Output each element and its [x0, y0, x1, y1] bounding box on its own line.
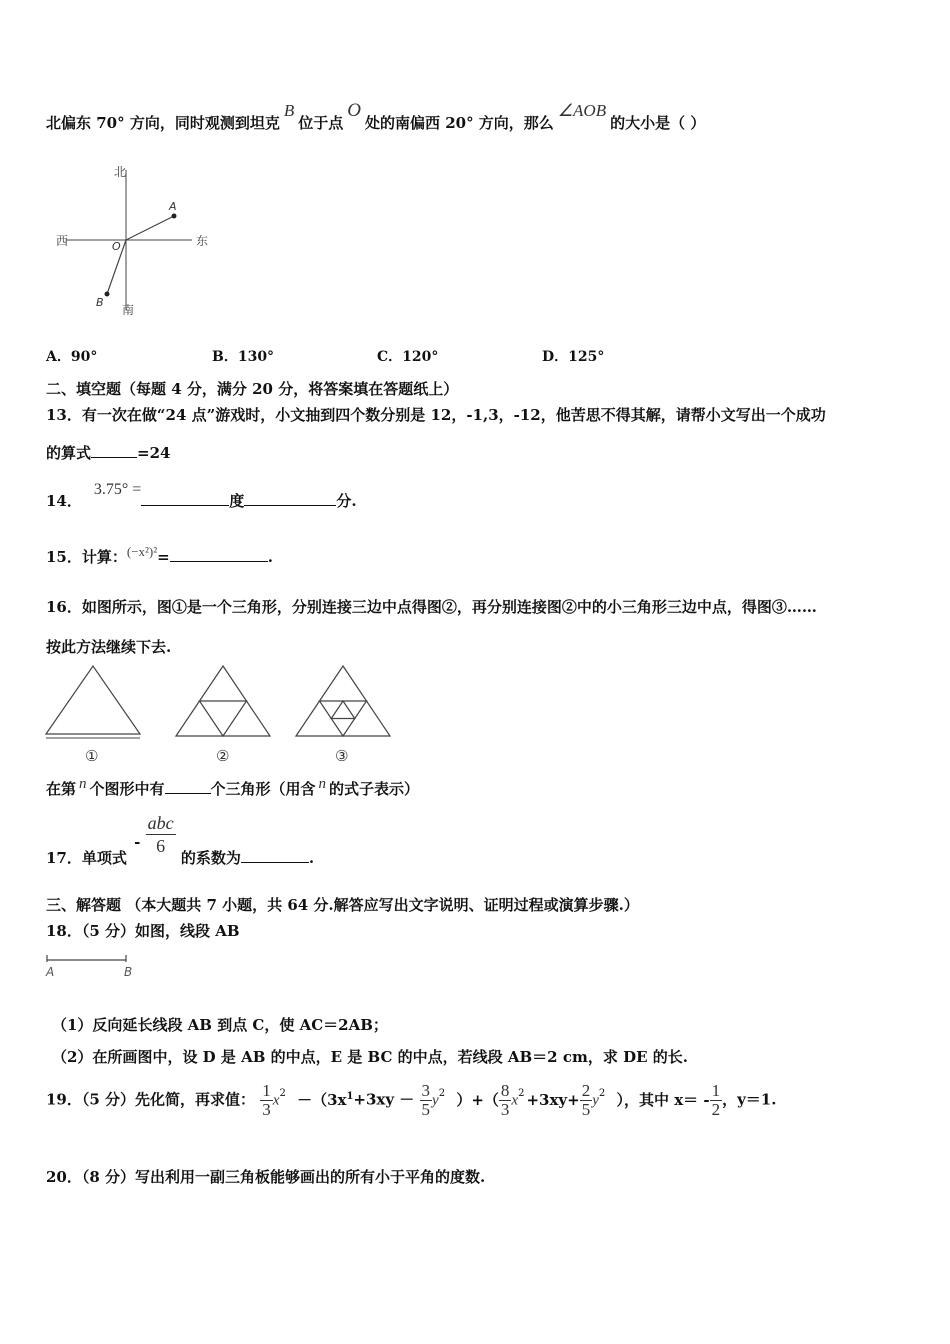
- q16-question: [46, 778, 419, 799]
- q15-prefix: 15．计算：: [46, 548, 127, 566]
- q17-line: [46, 812, 315, 867]
- q20-text: 20．（8 分）写出利用一副三角板能够画出的所有小于平角的度数.: [46, 1168, 486, 1186]
- q19-frac5-den: 2: [711, 1100, 721, 1119]
- label-b: B: [96, 296, 104, 309]
- q16-part2: 个图形中有: [89, 780, 165, 798]
- q15-end: .: [267, 548, 273, 566]
- q18-title: 18．（5 分）如图，线段 AB: [46, 922, 240, 940]
- label-fig-2: ②: [216, 747, 230, 765]
- q19-frac2-den: 5: [421, 1100, 431, 1119]
- label-o: O: [112, 240, 121, 253]
- q19-y2: y: [592, 1092, 599, 1109]
- q19-x2-sq: 2: [518, 1087, 525, 1099]
- section3-title: 三、解答题 （本大题共 7 小题，共 64 分.解答应写出文字说明、证明过程或演算步骤.）: [46, 896, 639, 914]
- q17-fraction: [146, 812, 176, 857]
- q14-blank-deg: [141, 491, 229, 506]
- option-a: A．90°: [46, 349, 98, 365]
- option-d: D．125°: [542, 349, 605, 365]
- q17-minus: -: [134, 832, 141, 851]
- label-fig-1: ①: [85, 747, 99, 765]
- q19-frac3-num: 8: [500, 1081, 510, 1100]
- q12-part3: 处的南偏西 20° 方向，那么: [364, 114, 554, 132]
- q14-blank-min: [244, 491, 336, 506]
- q19-y1: y: [432, 1092, 439, 1109]
- q19-mid3: +3xy+: [526, 1090, 580, 1109]
- q12-part2: 位于点: [298, 114, 344, 132]
- q19-y2-sq: 2: [598, 1087, 606, 1099]
- q19-x1: x: [272, 1092, 280, 1109]
- q19-mid1-exp: 1: [346, 1090, 354, 1102]
- q12-angle: ∠AOB: [557, 101, 607, 120]
- q12-part1: 北偏东 70° 方向，同时观测到坦克: [46, 114, 280, 132]
- q14-deg: 度: [229, 492, 245, 510]
- q19-frac1-den: 3: [262, 1100, 271, 1119]
- q19-line: [46, 1082, 776, 1119]
- label-fig-3: ③: [335, 747, 349, 765]
- q15-expr: (−x²)²: [126, 544, 158, 559]
- label-seg-b: B: [124, 965, 133, 979]
- q17-suffix: 的系数为: [180, 848, 241, 867]
- q19-x1-sq: 2: [279, 1087, 286, 1099]
- q19-mid4: ），其中 x＝ -: [616, 1090, 710, 1109]
- point-a-dot: [172, 214, 177, 219]
- compass-figure: [50, 160, 220, 320]
- label-seg-a: A: [46, 965, 55, 979]
- q15-eq: =: [157, 548, 170, 566]
- triangle-1: [46, 666, 140, 734]
- q19-y1-sq: 2: [438, 1087, 446, 1099]
- q17-num: abc: [147, 813, 174, 833]
- q19-frac4-num: 2: [581, 1081, 591, 1100]
- ray-oa: [126, 216, 174, 240]
- q16-part4: 的式子表示）: [329, 780, 420, 798]
- q13-prefix: 的算式: [46, 444, 92, 462]
- q12-text: [46, 100, 706, 134]
- q16-line1: 16．如图所示，图①是一个三角形，分别连接三边中点得图②，再分别连接图②中的小三角形三边中点，得图③……: [46, 598, 817, 616]
- q19-x2: x: [511, 1092, 519, 1109]
- q19-frac1-num: 1: [262, 1081, 271, 1100]
- q16-part3: 个三角形（用含: [210, 780, 316, 798]
- q19-frac3: [499, 1082, 512, 1119]
- q17-den: 6: [146, 834, 176, 857]
- point-b-dot: [105, 292, 110, 297]
- q12-var-b: B: [283, 101, 295, 120]
- q19-frac4: [580, 1082, 593, 1119]
- q15-line: [46, 546, 273, 567]
- q17-blank: [241, 848, 309, 863]
- q16-blank: [165, 779, 211, 794]
- q19-frac5-num: 1: [711, 1081, 721, 1100]
- q19-mid2: ）+（: [456, 1090, 499, 1109]
- q19-frac2: [420, 1082, 433, 1119]
- q12-var-o: O: [347, 100, 361, 121]
- q18-part2: （2）在所画图中，设 D 是 AB 的中点，E 是 BC 的中点，若线段 AB＝2 cm，求 DE 的长.: [52, 1048, 688, 1066]
- q15-blank: [170, 547, 268, 562]
- q19-frac1: [260, 1082, 273, 1119]
- q17-prefix: 17．单项式: [46, 848, 127, 867]
- q16-part1: 在第: [46, 780, 77, 798]
- section2-title: 二、填空题（每题 4 分，满分 20 分，将答案填在答题纸上）: [46, 380, 459, 398]
- q16-line2: 按此方法继续下去.: [46, 638, 172, 656]
- q19-frac2-num: 3: [421, 1081, 431, 1100]
- q14-line: [46, 478, 357, 510]
- q19-mid1: －（3x: [297, 1090, 347, 1109]
- q16-var-n2: n: [318, 776, 327, 792]
- q13-line1: 13．有一次在做“24 点”游戏时，小文抽到四个数分别是 12，-1,3，-12，他苦思不得其解，请帮小文写出一个成功: [46, 406, 826, 424]
- q12-part4: 的大小是（ ）: [610, 114, 706, 132]
- q13-suffix: =24: [137, 444, 171, 462]
- triangle-3: [296, 666, 390, 736]
- q16-var-n: n: [79, 776, 87, 792]
- segment-ab-figure: [44, 952, 144, 982]
- q17-end: .: [308, 848, 315, 867]
- q19-frac3-den: 3: [500, 1100, 510, 1119]
- q18-part1: （1）反向延长线段 AB 到点 C，使 AC＝2AB；: [52, 1016, 388, 1034]
- option-c: C．120°: [377, 349, 439, 365]
- q13-line2: [46, 442, 170, 463]
- q19-end: ，y＝1.: [722, 1090, 777, 1109]
- label-south: 南: [122, 303, 135, 317]
- label-west: 西: [56, 234, 69, 248]
- option-b: B．130°: [212, 349, 275, 365]
- q19-frac4-den: 5: [581, 1100, 591, 1119]
- q13-blank: [91, 443, 137, 458]
- triangle-2: [176, 666, 270, 736]
- q19-prefix: 19．（5 分）先化简，再求值：: [46, 1090, 256, 1109]
- q19-frac5: [710, 1082, 723, 1119]
- q14-min: 分.: [336, 492, 357, 510]
- label-a: A: [169, 200, 177, 213]
- triangle-figures: [40, 662, 410, 770]
- q19-mid1b: +3xy －: [353, 1090, 415, 1109]
- q14-expr: 3.75° =: [93, 481, 142, 498]
- label-east: 东: [196, 234, 209, 248]
- label-north: 北: [114, 165, 127, 179]
- q14-num: 14．: [46, 492, 82, 510]
